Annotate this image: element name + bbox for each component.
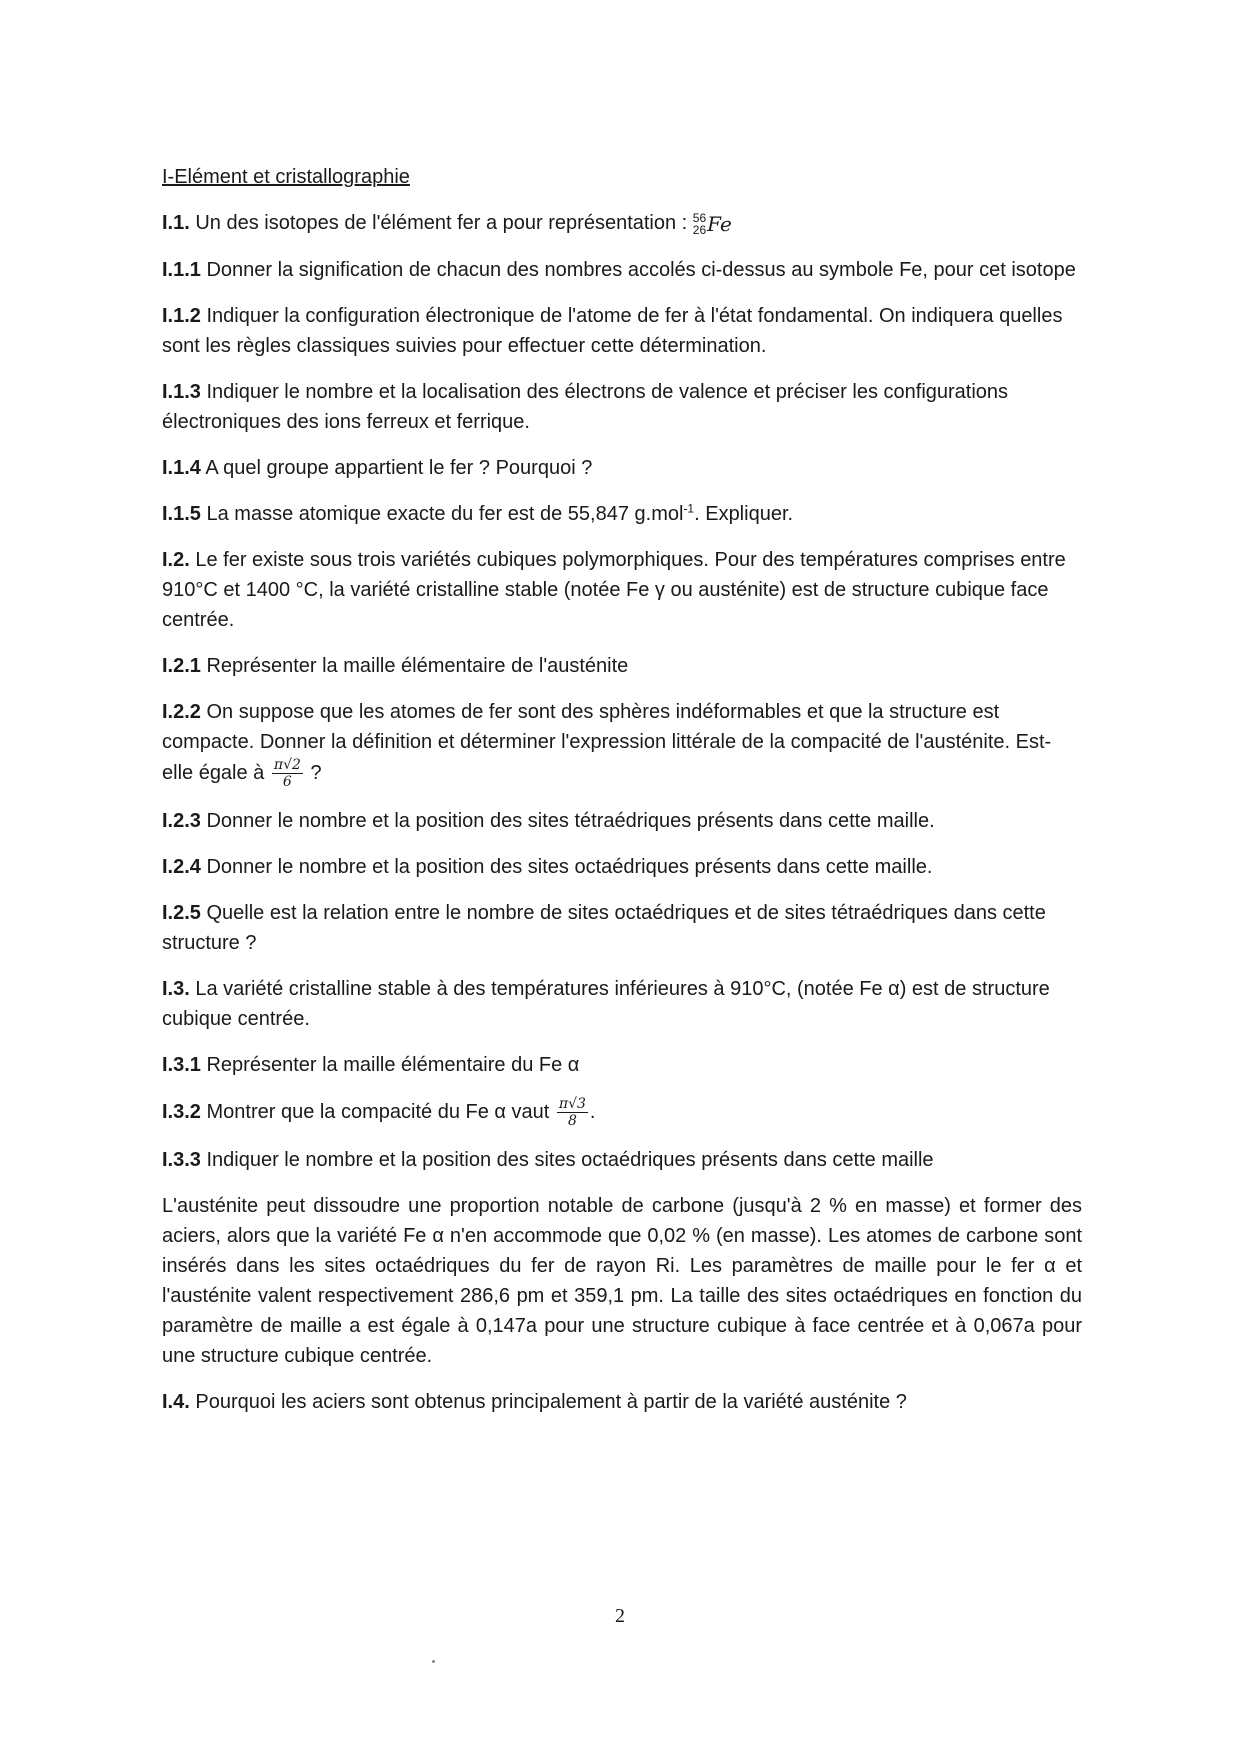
question-text-end: . Expliquer. <box>694 502 794 525</box>
compactness-fraction <box>272 757 303 790</box>
isotope-symbol: Fe <box>707 211 732 236</box>
question-1-3 <box>162 974 1082 1034</box>
isotope-notation <box>693 209 732 239</box>
question-1-2-4 <box>162 852 1082 882</box>
question-number: I.2.1 <box>162 654 201 677</box>
question-number: I.3. <box>162 977 190 1000</box>
question-1-2-1 <box>162 651 1082 681</box>
question-number: I.2.5 <box>162 901 201 924</box>
question-1-1-4 <box>162 453 1082 483</box>
austenite-carbon-paragraph: L'austénite peut dissoudre une proportion notable de carbone (jusqu'à 2 % en masse) et former des aciers, alors que la variété Fe α n'en accommode que 0,02 % (en masse). Les atomes de carbone sont insérés dans les sites octaédriques du fer de rayon Ri. Les paramètres de maille pour le fer α et l'austénite valent respectivement 286,6 pm et 359,1 pm. La taille des sites octaédriques en fonction du paramètre de maille a est égale à 0,147a pour une structure cubique à face centrée et à 0,067a pour une structure cubique centrée. <box>162 1194 1082 1367</box>
question-number: I.1.4 <box>162 456 201 479</box>
question-number: I.3.1 <box>162 1053 201 1076</box>
question-number: I.3.2 <box>162 1100 201 1123</box>
question-1-1-2 <box>162 301 1082 361</box>
question-number: I.1.5 <box>162 502 201 525</box>
question-text: Donner le nombre et la position des sites tétraédriques présents dans cette maille. <box>200 809 935 832</box>
question-text-end: ? <box>304 761 322 784</box>
page-number: 2 <box>615 1605 625 1627</box>
question-text: Indiquer la configuration électronique de l'atome de fer à l'état fondamental. On indiquera quelles sont les règles classiques suivies pour effectuer cette détermination. <box>162 304 1063 357</box>
question-1-3-2 <box>162 1096 1082 1129</box>
isotope-mass-number: 56 <box>692 210 707 225</box>
question-1-2-5 <box>162 898 1082 958</box>
question-text: Pourquoi les aciers sont obtenus principalement à partir de la variété austénite ? <box>189 1390 907 1413</box>
question-number: I.1.3 <box>162 380 201 403</box>
question-number: I.2. <box>162 548 190 571</box>
question-1-1-1 <box>162 255 1082 285</box>
question-number: I.2.4 <box>162 855 201 878</box>
compactness-fraction <box>557 1096 588 1129</box>
question-number: I.3.3 <box>162 1148 201 1171</box>
fraction-denominator: 6 <box>282 773 292 790</box>
section-heading: I-Elément et cristallographie <box>162 166 410 188</box>
question-text: A quel groupe appartient le fer ? Pourquoi ? <box>200 456 593 479</box>
question-number: I.2.2 <box>162 700 201 723</box>
question-text: Le fer existe sous trois variétés cubiques polymorphiques. Pour des températures comprises entre 910°C et 1400 °C, la variété cristalline stable (notée Fe γ ou austénite) est de structure cubique face centrée. <box>162 548 1066 631</box>
question-text: Montrer que la compacité du Fe α vaut <box>200 1100 555 1123</box>
question-1-2-2 <box>162 697 1082 790</box>
question-text: On suppose que les atomes de fer sont des sphères indéformables et que la structure est compacte. Donner la définition et déterminer l'expression littérale de la compacité de l'austénite. Est-elle égale à <box>162 700 1052 784</box>
question-1-2-3 <box>162 806 1082 836</box>
question-text: Indiquer le nombre et la localisation des électrons de valence et préciser les configurations électroniques des ions ferreux et ferrique. <box>162 380 1009 433</box>
question-text: Donner la signification de chacun des nombres accolés ci-dessus au symbole Fe, pour cet isotope <box>200 258 1076 281</box>
scan-speck <box>432 1660 435 1663</box>
fraction-numerator: π√2 <box>273 756 301 773</box>
question-text: Représenter la maille élémentaire du Fe α <box>200 1053 580 1076</box>
question-text: Représenter la maille élémentaire de l'austénite <box>200 654 629 677</box>
question-text: Donner le nombre et la position des sites octaédriques présents dans cette maille. <box>200 855 933 878</box>
question-text: La variété cristalline stable à des températures inférieures à 910°C, (notée Fe α) est de structure cubique centrée. <box>162 977 1050 1030</box>
question-number: I.4. <box>162 1390 190 1413</box>
fraction-denominator: 8 <box>567 1112 577 1129</box>
question-1-1-3 <box>162 377 1082 437</box>
question-1-3-1 <box>162 1050 1082 1080</box>
question-number: I.1.1 <box>162 258 201 281</box>
question-1-1 <box>162 208 1082 239</box>
question-text: Quelle est la relation entre le nombre de sites octaédriques et de sites tétraédriques dans cette structure ? <box>162 901 1046 954</box>
fraction-numerator: π√3 <box>558 1095 586 1112</box>
question-1-2 <box>162 545 1082 635</box>
question-text: La masse atomique exacte du fer est de 55,847 g.mol <box>200 502 684 525</box>
question-1-1-5 <box>162 499 1082 529</box>
question-number: I.1.2 <box>162 304 201 327</box>
isotope-atomic-number: 26 <box>692 222 707 237</box>
question-1-3-3 <box>162 1145 1082 1175</box>
question-text: Indiquer le nombre et la position des sites octaédriques présents dans cette maille <box>200 1148 934 1171</box>
question-text-end: . <box>589 1100 596 1123</box>
question-number: I.2.3 <box>162 809 201 832</box>
unit-exponent: -1 <box>683 501 695 516</box>
question-number: I.1. <box>162 212 190 234</box>
question-1-4 <box>162 1387 1082 1417</box>
question-text: Un des isotopes de l'élément fer a pour représentation : <box>189 212 693 234</box>
document-content <box>162 162 1082 1433</box>
